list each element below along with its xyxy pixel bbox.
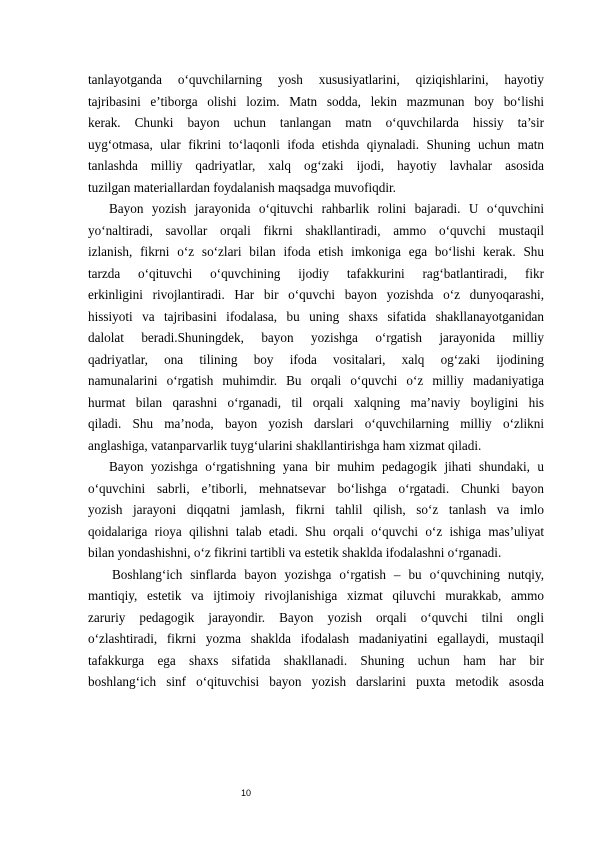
text-line: yo‘naltiradi, savollar orqali fikrni shakllantiradi, ammo o‘quvchi mustaqil — [88, 222, 544, 238]
text-line: hurmat bilan qarashni o‘rganadi, til orqali xalqning ma’naviy boyligini his — [88, 394, 544, 410]
text-line: tajribasini e’tiborga olishi lozim. Matn sodda, lekin mazmunan boy bo‘lishi — [88, 93, 544, 109]
text-line: o‘quvchini sabrli, e’tiborli, mehnatsevar bo‘lishga o‘rgatadi. Chunki bayon — [88, 480, 544, 496]
text-line: zaruriy pedagogik jarayondir. Bayon yozish orqali o‘quvchi tilni ongli — [88, 609, 544, 625]
text-line: uyg‘otmasa, ular fikrini to‘laqonli ifoda etishda qiynaladi. Shuning uchun matn — [88, 136, 544, 152]
text-line: o‘zlashtiradi, fikrni yozma shaklda ifodalash madaniyatini egallaydi, mustaqil — [88, 631, 544, 646]
paragraph-start-line: Bayon yozishga o‘rgatishning yana bir muhim pedagogik jihati shundaki, u — [109, 459, 544, 474]
text-line: erkinligini rivojlantiradi. Har bir o‘quvchi bayon yozishda o‘z dunyoqarashi, — [88, 287, 544, 302]
text-line: qoidalariga rioya qilishni talab etadi. Shu orqali o‘quvchi o‘z ishiga mas’uliyat — [88, 523, 544, 539]
text-line: yozish jarayoni diqqatni jamlash, fikrni tahlil qilish, so‘z tanlash va imlo — [88, 502, 544, 517]
document-body — [88, 69, 544, 693]
text-line: dalolat beradi.Shuningdek, bayon yozishga o‘rgatish jarayonida milliy — [88, 330, 544, 345]
text-line: qiladi. Shu ma’noda, bayon yozish darslari o‘quvchilarning milliy o‘zlikni — [88, 416, 544, 431]
text-line: tuzilgan materiallardan foydalanish maqsadga muvofiqdir. — [88, 179, 396, 195]
text-line: tarzda o‘qituvchi o‘quvchining ijodiy tafakkurini rag‘batlantiradi, fikr — [88, 265, 544, 281]
text-line: tafakkurga ega shaxs sifatida shakllanadi. Shuning uchun ham har bir — [88, 652, 544, 668]
text-line: boshlang‘ich sinf o‘qituvchisi bayon yozish darslarini puxta metodik asosda — [88, 674, 544, 689]
text-line: anglashiga, vatanparvarlik tuyg‘ularini shakllantirishga ham xizmat qiladi. — [88, 437, 482, 453]
text-line: qadriyatlar, ona tilining boy ifoda vositalari, xalq og‘zaki ijodining — [88, 351, 544, 367]
page-number: 10 — [241, 788, 252, 798]
text-line: tanlayotganda o‘quvchilarning yosh xususiyatlarini, qiziqishlarini, hayotiy — [88, 72, 544, 87]
paragraph-start-line: Bayon yozish jarayonida o‘qituvchi rahbarlik rolini bajaradi. U o‘quvchini — [109, 201, 544, 216]
text-line: bilan yondashishni, o‘z fikrini tartibli va estetik shaklda ifodalashni o‘rganadi. — [88, 545, 502, 560]
text-line: izlanish, fikrni o‘z so‘zlari bilan ifoda etish imkoniga ega bo‘lishi kerak. Shu — [88, 244, 544, 259]
text-line: tanlashda milliy qadriyatlar, xalq og‘zaki ijodi, hayotiy lavhalar asosida — [88, 158, 544, 173]
text-line: hissiyoti va tajribasini ifodalasa, bu uning shaxs sifatida shakllanayotganidan — [88, 308, 544, 324]
text-line: namunalarini o‘rgatish muhimdir. Bu orqali o‘quvchi o‘z milliy madaniyatiga — [88, 373, 544, 388]
text-line: mantiqiy, estetik va ijtimoiy rivojlanishiga xizmat qiluvchi murakkab, ammo — [88, 588, 544, 603]
paragraph-start-line: Boshlang‘ich sinflarda bayon yozishga o‘rgatish – bu o‘quvchining nutqiy, — [112, 566, 544, 582]
text-line: kerak. Chunki bayon uchun tanlangan matn o‘quvchilarda hissiy ta’sir — [88, 115, 544, 130]
